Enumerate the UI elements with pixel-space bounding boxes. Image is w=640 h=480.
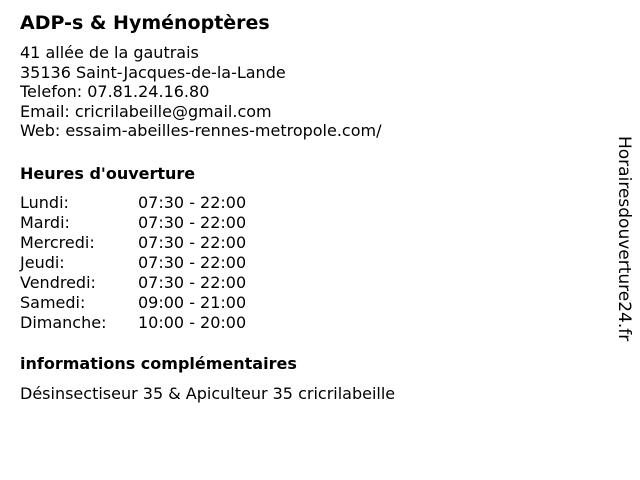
hours-day: Mercredi: xyxy=(20,232,95,252)
site-watermark: Horairesdouverture24.fr xyxy=(614,136,634,342)
business-card xyxy=(20,10,600,405)
hours-day: Vendredi: xyxy=(20,272,96,292)
hours-time: 10:00 - 20:00 xyxy=(138,312,247,332)
opening-hours-table xyxy=(20,193,600,333)
phone-line[interactable]: Telefon: 07.81.24.16.80 xyxy=(20,82,210,101)
hours-day: Dimanche: xyxy=(20,312,107,332)
business-name: ADP-s & Hyménoptères xyxy=(20,12,270,34)
address-street: 41 allée de la gautrais xyxy=(20,43,199,62)
hours-day: Mardi: xyxy=(20,212,70,232)
hours-row-sunday xyxy=(20,313,600,333)
hours-time: 07:30 - 22:00 xyxy=(138,252,247,272)
hours-time: 09:00 - 21:00 xyxy=(138,292,247,312)
hours-day: Jeudi: xyxy=(20,252,65,272)
info-text: Désinsectiseur 35 & Apiculteur 35 cricrilabeille xyxy=(20,383,396,403)
hours-time: 07:30 - 22:00 xyxy=(138,192,247,212)
email-line[interactable]: Email: cricrilabeille@gmail.com xyxy=(20,101,272,121)
hours-heading: Heures d'ouverture xyxy=(20,163,196,183)
hours-day: Lundi: xyxy=(20,192,69,212)
hours-row-saturday xyxy=(20,293,600,313)
hours-time: 07:30 - 22:00 xyxy=(138,212,247,232)
hours-row-wednesday xyxy=(20,233,600,253)
hours-row-friday xyxy=(20,273,600,293)
hours-time: 07:30 - 22:00 xyxy=(138,272,247,292)
address-city: 35136 Saint-Jacques-de-la-Lande xyxy=(20,62,286,82)
info-heading: informations complémentaires xyxy=(20,353,297,373)
hours-day: Samedi: xyxy=(20,292,86,312)
web-line[interactable]: Web: essaim-abeilles-rennes-metropole.com/ xyxy=(20,121,382,140)
hours-row-thursday xyxy=(20,253,600,273)
address-block xyxy=(20,43,600,141)
hours-row-monday xyxy=(20,193,600,213)
hours-row-tuesday xyxy=(20,213,600,233)
hours-time: 07:30 - 22:00 xyxy=(138,232,247,252)
